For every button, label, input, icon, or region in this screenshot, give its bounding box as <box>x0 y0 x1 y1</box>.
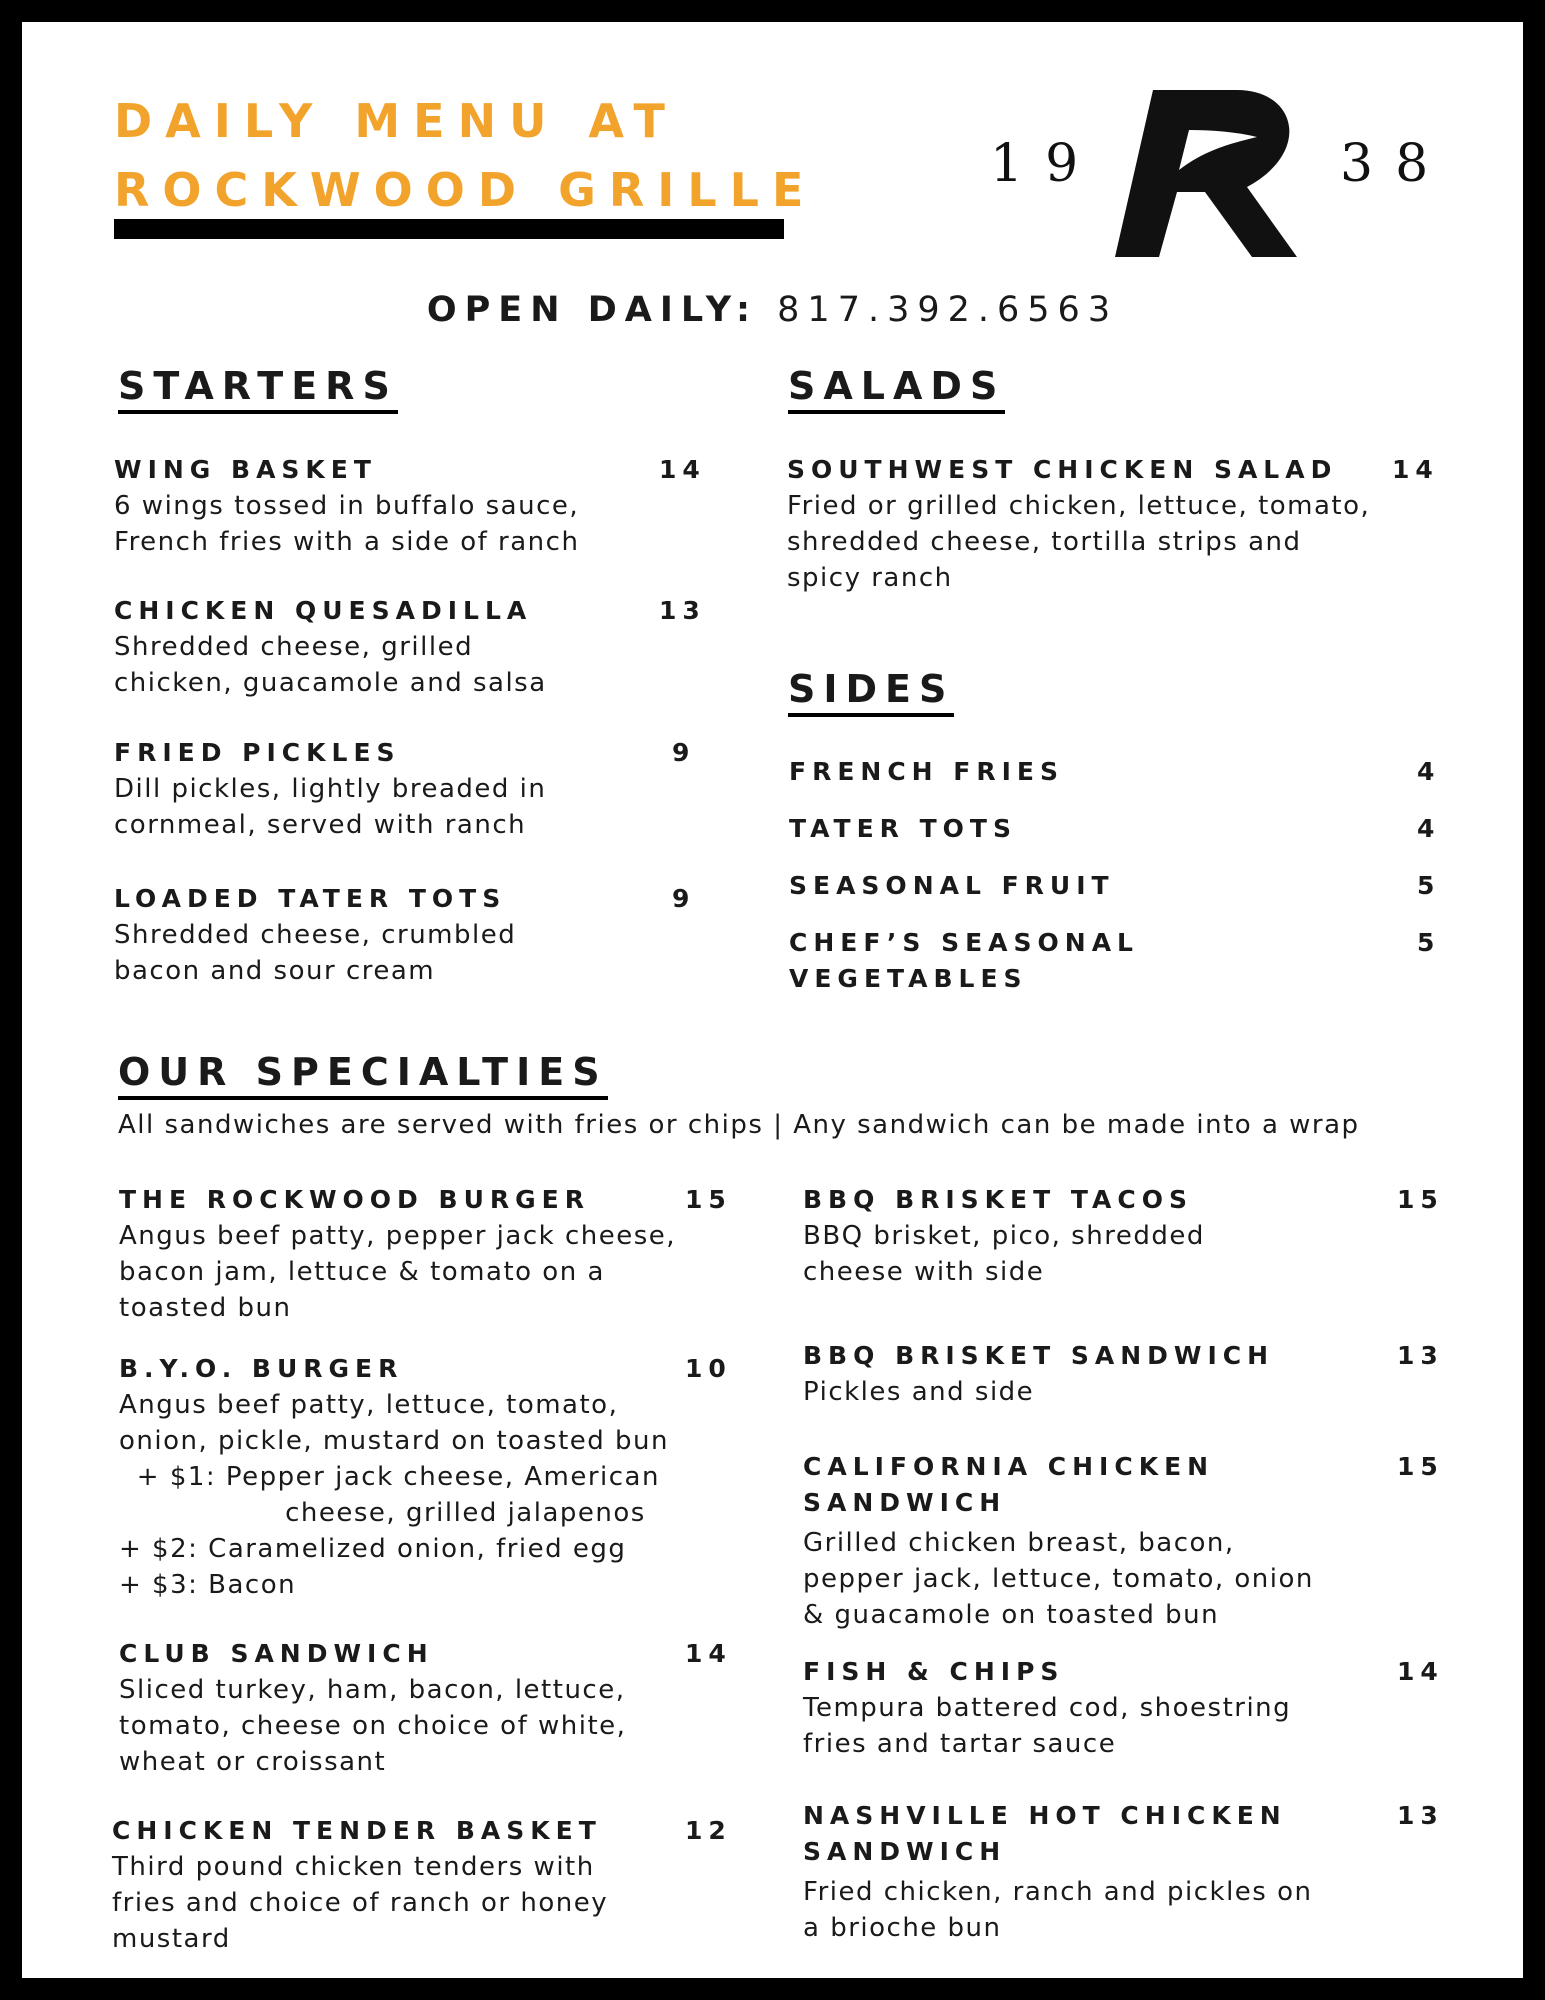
item-name: TATER TOTS <box>789 814 1017 843</box>
item-price: 9 <box>672 738 696 767</box>
item-desc: Angus beef patty, pepper jack cheese, <box>119 1221 677 1251</box>
item-desc: tomato, cheese on choice of white, <box>119 1711 627 1741</box>
item-name: SANDWICH <box>803 1488 1007 1517</box>
item-desc: French fries with a side of ranch <box>114 527 580 557</box>
item-price: 10 <box>685 1354 732 1383</box>
section-heading-starters: STARTERS <box>118 362 398 414</box>
item-desc: cornmeal, served with ranch <box>114 810 527 840</box>
item-price: 13 <box>1397 1801 1444 1830</box>
item-desc: Angus beef patty, lettuce, tomato, <box>119 1390 619 1420</box>
item-desc: onion, pickle, mustard on toasted bun <box>119 1426 669 1456</box>
item-desc: Fried or grilled chicken, lettuce, tomato, <box>787 491 1371 521</box>
item-name: CLUB SANDWICH <box>119 1639 434 1668</box>
item-name: B.Y.O. BURGER <box>119 1354 404 1383</box>
item-desc: fries and tartar sauce <box>803 1729 1117 1759</box>
item-name: FRIED PICKLES <box>114 738 401 767</box>
item-price: 13 <box>1397 1341 1444 1370</box>
menu-title-line-1: DAILY MENU AT <box>114 94 678 148</box>
item-desc: bacon jam, lettuce & tomato on a <box>119 1257 605 1287</box>
item-desc: wheat or croissant <box>119 1747 387 1777</box>
item-addon: cheese, grilled jalapenos <box>207 1498 646 1528</box>
item-name: THE ROCKWOOD BURGER <box>119 1185 590 1214</box>
item-desc: mustard <box>112 1924 231 1954</box>
item-name: CHICKEN TENDER BASKET <box>112 1816 602 1845</box>
item-desc: Third pound chicken tenders with <box>112 1852 595 1882</box>
item-name: FISH & CHIPS <box>803 1657 1065 1686</box>
item-desc: BBQ brisket, pico, shredded <box>803 1221 1205 1251</box>
item-name: CHEF’S SEASONAL <box>789 928 1139 957</box>
item-name: BBQ BRISKET TACOS <box>803 1185 1193 1214</box>
phone-number: 817.392.6563 <box>777 290 1119 330</box>
item-desc: fries and choice of ranch or honey <box>112 1888 609 1918</box>
item-price: 13 <box>659 596 706 625</box>
item-name: FRENCH FRIES <box>789 757 1065 786</box>
item-price: 5 <box>1417 871 1441 900</box>
item-price: 14 <box>685 1639 732 1668</box>
open-daily-label: OPEN DAILY: <box>426 290 759 330</box>
item-desc: a brioche bun <box>803 1913 1002 1943</box>
open-daily-line <box>22 290 1523 330</box>
item-name: WING BASKET <box>114 455 377 484</box>
item-price: 14 <box>1397 1657 1444 1686</box>
item-name: SOUTHWEST CHICKEN SALAD <box>787 455 1338 484</box>
item-desc: Pickles and side <box>803 1377 1035 1407</box>
item-desc: Sliced turkey, ham, bacon, lettuce, <box>119 1675 626 1705</box>
year-right: 38 <box>1340 134 1451 194</box>
section-heading-specialties: OUR SPECIALTIES <box>118 1048 608 1100</box>
item-desc: Grilled chicken breast, bacon, <box>803 1528 1235 1558</box>
item-price: 14 <box>1392 455 1439 484</box>
section-heading-sides: SIDES <box>788 665 954 717</box>
item-desc: Fried chicken, ranch and pickles on <box>803 1877 1313 1907</box>
item-desc: pepper jack, lettuce, tomato, onion <box>803 1564 1314 1594</box>
item-desc: & guacamole on toasted bun <box>803 1600 1220 1630</box>
item-name: CHICKEN QUESADILLA <box>114 596 533 625</box>
item-price: 4 <box>1417 757 1441 786</box>
item-name: SANDWICH <box>803 1837 1007 1866</box>
item-name: VEGETABLES <box>789 964 1028 993</box>
menu-title-line-2: ROCKWOOD GRILLE <box>114 163 817 217</box>
item-desc: cheese with side <box>803 1257 1045 1287</box>
item-desc: spicy ranch <box>787 563 953 593</box>
item-desc: toasted bun <box>119 1293 292 1323</box>
item-price: 15 <box>685 1185 732 1214</box>
specialties-note: All sandwiches are served with fries or chips | Any sandwich can be made into a wrap <box>118 1110 1360 1140</box>
item-desc: shredded cheese, tortilla strips and <box>787 527 1302 557</box>
item-name: NASHVILLE HOT CHICKEN <box>803 1801 1287 1830</box>
item-desc: 6 wings tossed in buffalo sauce, <box>114 491 580 521</box>
item-desc: Shredded cheese, crumbled <box>114 920 517 950</box>
year-left: 19 <box>990 134 1101 194</box>
item-name: LOADED TATER TOTS <box>114 884 507 913</box>
item-price: 15 <box>1397 1452 1444 1481</box>
item-desc: Dill pickles, lightly breaded in <box>114 774 547 804</box>
item-name: BBQ BRISKET SANDWICH <box>803 1341 1275 1370</box>
menu-page <box>22 22 1523 1978</box>
item-addon: + $2: Caramelized onion, fried egg <box>119 1534 627 1564</box>
section-heading-salads: SALADS <box>788 362 1005 414</box>
item-desc: Tempura battered cod, shoestring <box>803 1693 1292 1723</box>
item-addon: + $3: Bacon <box>119 1570 297 1600</box>
item-price: 5 <box>1417 928 1441 957</box>
item-price: 9 <box>672 884 696 913</box>
item-name: CALIFORNIA CHICKEN <box>803 1452 1215 1481</box>
item-price: 14 <box>659 455 706 484</box>
item-name: SEASONAL FRUIT <box>789 871 1115 900</box>
rockwood-logo-icon <box>1107 82 1327 262</box>
item-price: 15 <box>1397 1185 1444 1214</box>
item-price: 12 <box>685 1816 732 1845</box>
item-price: 4 <box>1417 814 1441 843</box>
item-addon: + $1: Pepper jack cheese, American <box>127 1462 660 1492</box>
title-underline-bar <box>114 219 784 239</box>
item-desc: bacon and sour cream <box>114 956 436 986</box>
item-desc: Shredded cheese, grilled <box>114 632 474 662</box>
item-desc: chicken, guacamole and salsa <box>114 668 547 698</box>
